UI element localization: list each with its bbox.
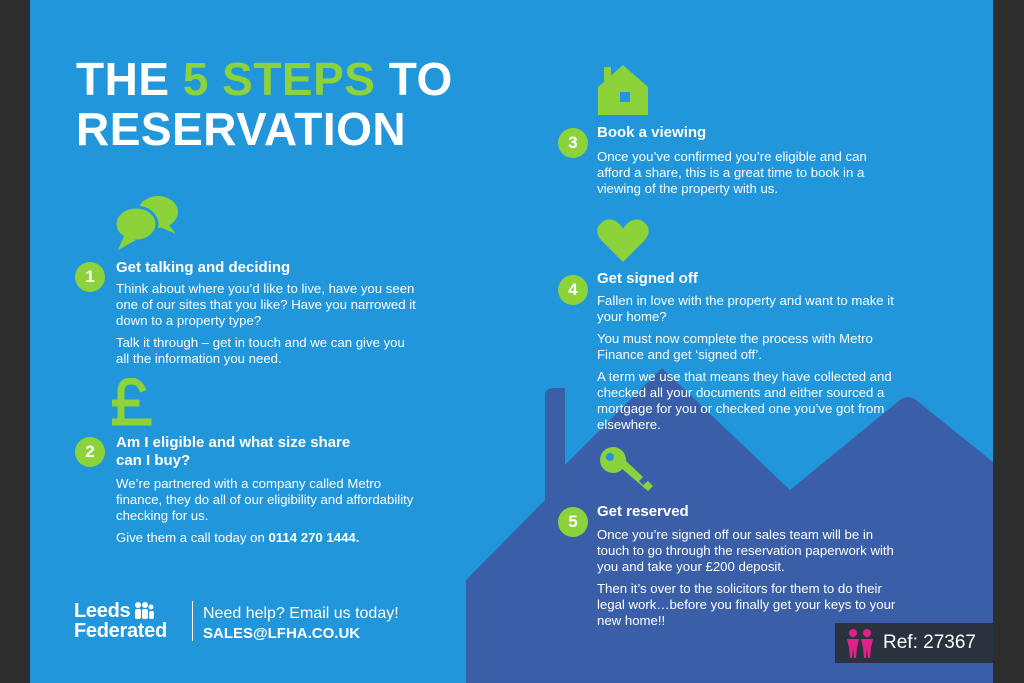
page-title: THE 5 STEPS TO RESERVATION	[76, 53, 453, 155]
leeds-federated-logo: Leeds Federated	[74, 600, 167, 642]
step-1-title: Get talking and deciding	[116, 259, 291, 276]
people-logo-icon	[133, 601, 155, 619]
house-icon	[596, 63, 650, 117]
title-accent: 5 STEPS	[182, 53, 376, 105]
step-1-body: Think about where you’d like to live, have you seen one of our sites that you like? Have you narrowed it down to a property type? Talk it through – get in touch and we can give you all the information you need.	[116, 281, 416, 366]
step-5-number: 5	[558, 507, 588, 537]
step-5-title: Get reserved	[597, 503, 689, 520]
help-contact	[203, 604, 399, 644]
step-4-number: 4	[558, 275, 588, 305]
key-icon	[598, 445, 654, 495]
pound-sign-icon	[112, 378, 152, 428]
reservation-poster	[30, 0, 993, 683]
email-link[interactable]: SALES@LFHA.CO.UK	[203, 625, 361, 642]
help-text: Need help? Email us today!	[203, 605, 399, 622]
step-4-title: Get signed off	[597, 270, 698, 287]
step-3-body: Once you’ve confirmed you’re eligible and can afford a share, this is a great time to book in a viewing of the property with us.	[597, 149, 867, 196]
people-icon	[843, 628, 877, 658]
heart-icon	[596, 218, 650, 264]
frame-left	[0, 0, 30, 683]
ref-number: Ref: 27367	[883, 632, 976, 653]
step-2-body: We’re partnered with a company called Metro finance, they do all of our eligibility and affordability checking for us. Give them a call today on 0114 270 1444.	[116, 476, 414, 545]
step-1-number: 1	[75, 262, 105, 292]
step-4-body: Fallen in love with the property and want to make it your home? You must now complete the process with Metro Finance and get ‘signed off’. A term we use that means they have collected and checked all your documents and either sourced a mortgage for you or checked one you’ve got from elsewhere.	[597, 293, 894, 432]
step-2-number: 2	[75, 437, 105, 467]
frame-right	[993, 0, 1024, 683]
footer-divider	[192, 601, 193, 641]
step-3-number: 3	[558, 128, 588, 158]
phone-number[interactable]: 0114 270 1444.	[268, 530, 360, 545]
speech-bubbles-icon	[114, 194, 180, 252]
step-2-title: Am I eligible and what size share can I buy?	[116, 434, 351, 469]
ref-badge	[835, 623, 993, 663]
step-5-body: Once you’re signed off our sales team will be in touch to go through the reservation paperwork with you and take your £200 deposit. Then it’s over to the solicitors for them to do their legal work…before you finally get your keys to your new home!!	[597, 527, 896, 628]
step-3-title: Book a viewing	[597, 124, 707, 141]
